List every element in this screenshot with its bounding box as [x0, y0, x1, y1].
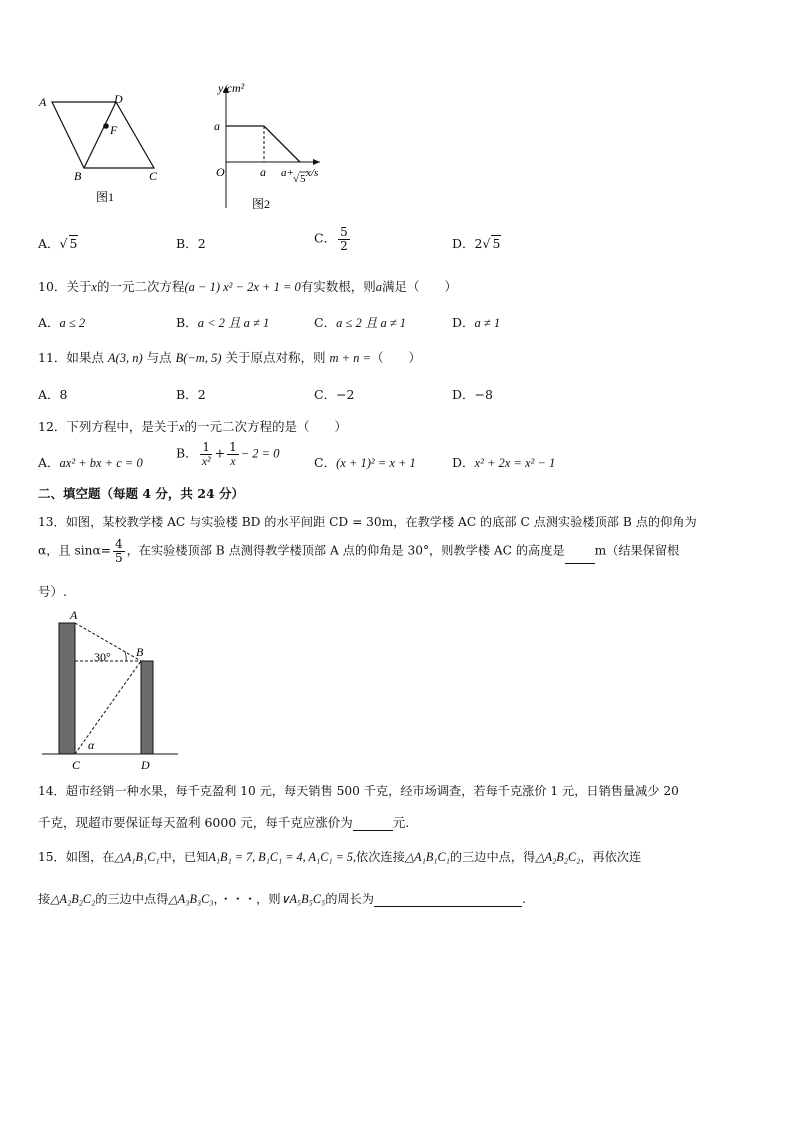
q10-option-c: C．a ≤ 2 且 a ≠ 1: [314, 315, 407, 330]
fig1-label-b: B: [74, 169, 82, 183]
q13-fig-alpha: α: [88, 738, 95, 752]
q14-line2: 千克，现超市要保证每天盈利 6000 元，每千克应涨价为 元.: [38, 815, 410, 830]
fig1-label-f: F: [110, 123, 118, 137]
q11-option-c: C．−2: [314, 387, 355, 402]
q9-option-b: B．2: [176, 236, 206, 251]
fig1-caption: 图1: [96, 190, 115, 204]
q15-line1: 15．如图，在△A₁B₁C₁中，已知A₁B₁ = 7, B₁C₁ = 4, A₁C₁ = 5,依次连接△A₁B₁C₁的三边中点，得△A₂B₂C₂，再依次连: [38, 850, 642, 864]
figure-2-graph: [196, 78, 336, 218]
fig2-caption: 图2: [252, 197, 271, 211]
q11-option-b: B．2: [176, 387, 206, 402]
q9-option-a-root: 5: [69, 236, 78, 251]
figure-1-rhombus: [36, 90, 166, 205]
section-fill-in-heading: 二、填空题（每题 4 分，共 24 分）: [38, 486, 245, 501]
q10-option-a: A．a ≤ 2: [38, 315, 86, 330]
q13-fig-label-b: B: [136, 645, 144, 659]
q9-option-c: C． $\frac{5}{2}$: [314, 225, 348, 253]
fig2-x-label: x/s: [306, 167, 319, 179]
q12-option-d: D．x² + 2x = x² − 1: [452, 455, 556, 470]
q15-answer-blank[interactable]: [374, 894, 522, 907]
q13-fig-label-c: C: [72, 758, 81, 772]
q10-option-b: B．a < 2 且 a ≠ 1: [176, 315, 270, 330]
q9-option-a: A．√ 5: [38, 236, 78, 251]
fig1-label-a: A: [39, 95, 47, 109]
q14-answer-blank[interactable]: [353, 818, 393, 831]
q11-stem: 11．如果点 A(3, n) 与点 B(−m, 5) 关于原点对称，则 m + n =（ ）: [38, 350, 421, 365]
fig2-y-label: y/cm²: [218, 81, 245, 95]
q13-fig-label-a: A: [70, 608, 78, 622]
fig2-label-o: O: [216, 165, 225, 179]
q13-figure-buildings: [38, 606, 188, 774]
fig2-sqrt-sign: √: [293, 173, 300, 185]
q13-line1: 13．如图，某校教学楼 AC 与实验楼 BD 的水平间距 CD = 30m，在教学楼 AC 的底部 C 点测实验楼顶部 B 点的仰角为: [38, 515, 697, 529]
q11-option-a: A．8: [38, 387, 68, 402]
q13-fig-angle-30: 30°: [94, 650, 111, 664]
q11-option-d: D．−8: [452, 387, 493, 402]
fig2-label-sqrt5-root: 5: [300, 173, 306, 185]
q13-answer-blank[interactable]: [565, 551, 595, 564]
fig1-label-c: C: [149, 169, 158, 183]
q10-stem: 10．关于x的一元二次方程(a − 1) x² − 2x + 1 = 0有实数根，则a满足（ ）: [38, 279, 458, 294]
q13-fig-label-d: D: [141, 758, 150, 772]
q10-option-d: D．a ≠ 1: [452, 315, 501, 330]
q12-option-b: B． $\frac{1}{\text{x²}}$ + $\frac{1}{x}$ − 2 = 0: [176, 440, 280, 468]
q14-line1: 14．超市经销一种水果，每千克盈利 10 元，每天销售 500 千克，经市场调查，若每千克涨价 1 元，日销售量减少 20: [38, 784, 679, 798]
q13-line2: α，且 sinα= $\frac{4}{5}$ ，在实验楼顶部 B 点测得教学楼顶部 A 点的仰角是 30°，则教学楼 AC 的高度是 m（结果保留根: [38, 537, 680, 565]
q12-option-a: A．ax² + bx + c = 0: [38, 455, 143, 470]
fig1-label-d: D: [114, 92, 123, 106]
fig2-label-a-plus: a+: [281, 167, 294, 179]
q13-line3: 号）.: [38, 584, 67, 599]
q15-line2: 接△A₂B₂C₂的三边中点得△A₃B₃C₃，・・・，则∨A₅B₅C₅的周长为 .: [38, 892, 526, 906]
q12-option-c: C．(x + 1)² = x + 1: [314, 455, 416, 470]
fig2-label-a-x: a: [260, 165, 266, 179]
q12-stem: 12．下列方程中，是关于x的一元二次方程的是（ ）: [38, 419, 347, 434]
fig2-label-a-y: a: [214, 119, 220, 133]
q9-option-d: D．2√ 5: [452, 236, 501, 251]
